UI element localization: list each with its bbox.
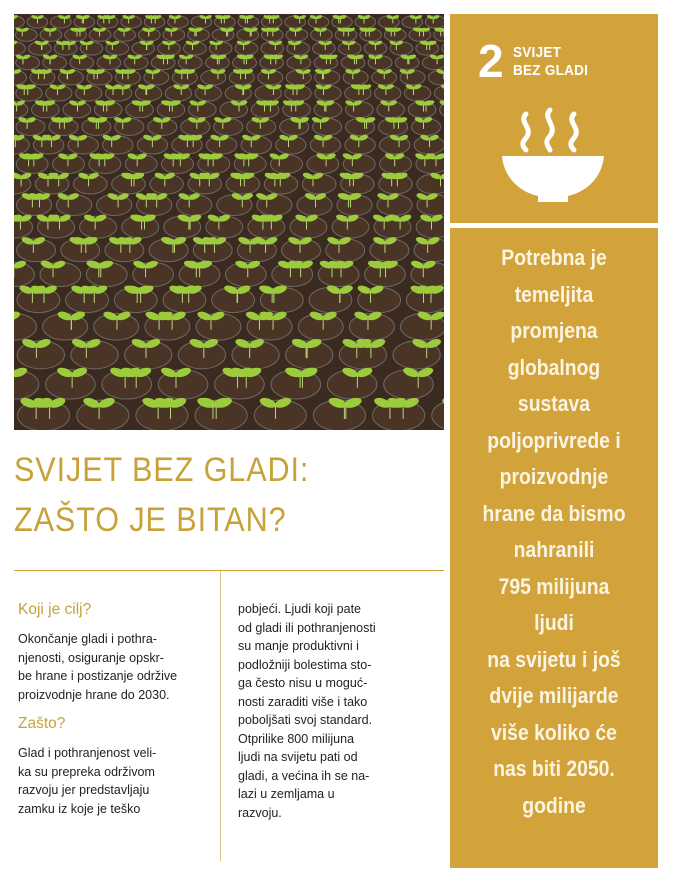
sdg-number: 2 xyxy=(478,35,504,87)
left-column xyxy=(18,600,213,828)
why-text: Glad i pothranjenost veli- ka su prepreka održivom razvoju jer predstavljaju zamku iz koje je teško xyxy=(18,746,157,816)
quote-panel xyxy=(450,228,658,868)
why-text-continued: pobjeći. Ljudi koji pate od gladi ili pothranjenosti su manje produktivni i podložniji bolestima sto- ga često nisu u moguć- nosti zaraditi više i tako poboljšati svoj standard. Otprilike 800 milijuna ljudi na svijetu pati od gladi, a većina ih se na- lazi u zemljama u razvoju. xyxy=(238,602,376,820)
headline-divider xyxy=(14,570,444,571)
column-divider xyxy=(220,571,221,861)
bowl-icon xyxy=(498,106,608,206)
headline-line2: ZAŠTO JE BITAN? xyxy=(14,501,287,539)
sdg-title-line1: SVIJET xyxy=(513,44,562,61)
sdg-goal-badge xyxy=(450,14,658,223)
right-column xyxy=(238,600,436,822)
headline xyxy=(14,445,309,545)
sdg-title xyxy=(513,44,588,80)
quote-text: Potrebna je temeljita promjena globalnog sustava poljoprivrede i proizvodnje hrane da bismo nahranili 795 milijuna ljudi na svijetu i još dvije milijarde više koliko će nas biti 2050. godine xyxy=(482,245,626,818)
sdg-title-line2: BEZ GLADI xyxy=(513,62,589,79)
seedling-tray-illustration xyxy=(14,14,444,430)
goal-heading: Koji je cilj? xyxy=(18,601,92,618)
goal-text: Okončanje gladi i pothra- njenosti, osiguranje opskr- be hrane i postizanje održive proizvodnje hrane do 2030. xyxy=(18,632,178,702)
seedling-tray-photo xyxy=(14,14,444,430)
headline-line1: SVIJET BEZ GLADI: xyxy=(14,451,310,489)
why-heading: Zašto? xyxy=(18,715,66,732)
